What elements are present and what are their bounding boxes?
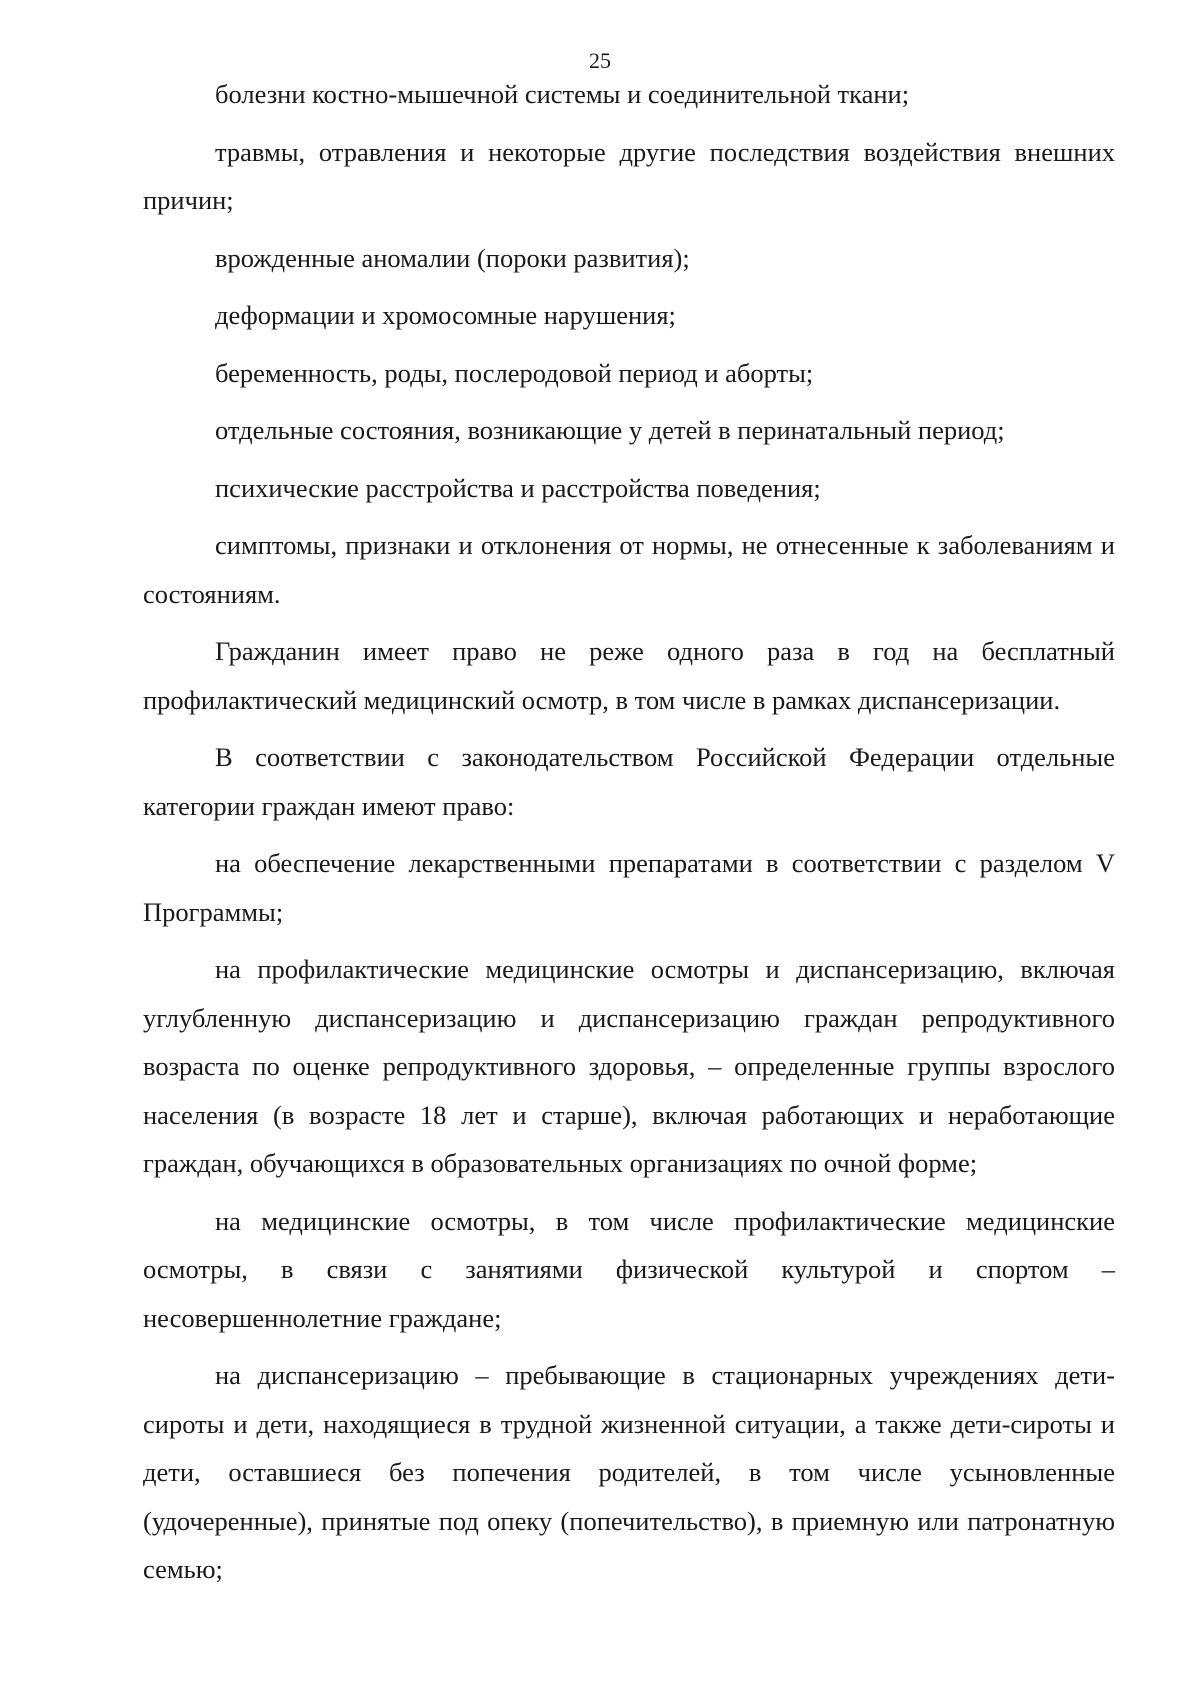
list-item-congenital: врожденные аномалии (пороки развития);: [215, 242, 690, 273]
list-item-symptoms: симптомы, признаки и отклонения от нормы, не отнесенные к заболеваниям и состояниям.: [143, 530, 1115, 609]
document-body: [143, 70, 1115, 1603]
list-item-musculoskeletal: болезни костно-мышечной системы и соединительной ткани;: [215, 79, 910, 109]
list-item-mental: психические расстройства и расстройства поведения;: [215, 472, 821, 503]
paragraph-categories-intro: В соответствии с законодательством Российской Федерации отдельные категории граждан имеют право:: [143, 742, 1115, 821]
right-dispensary-orphans: на диспансеризацию – пребывающие в стационарных учреждениях дети-сироты и дети, находящиеся в трудной жизненной ситуации, а также дети-сироты и дети, оставшиеся без попечения родителей, в том числе усыновленные (удочеренные), принятые под опеку (попечительство), в приемную или патронатную семью;: [143, 1360, 1115, 1584]
paragraph-annual-checkup: Гражданин имеет право не реже одного раза в год на бесплатный профилактический медицинский осмотр, в том числе в рамках диспансеризации.: [143, 636, 1115, 715]
list-item-injuries: травмы, отравления и некоторые другие последствия воздействия внешних причин;: [143, 136, 1115, 215]
list-item-pregnancy: беременность, роды, послеродовой период и аборты;: [215, 357, 814, 388]
right-checkups-sports: на медицинские осмотры, в том числе профилактические медицинские осмотры, в связи с занятиями физической культурой и спортом – несовершеннолетние граждане;: [143, 1205, 1115, 1333]
list-item-perinatal: отдельные состояния, возникающие у детей в перинатальный период;: [215, 415, 1005, 445]
right-medicines: на обеспечение лекарственными препаратами в соответствии с разделом V Программы;: [143, 848, 1115, 927]
right-checkups-adults: на профилактические медицинские осмотры и диспансеризацию, включая углубленную диспансеризацию и диспансеризацию граждан репродуктивного возраста по оценке репродуктивного здоровья, – определенные группы взрослого населения (в возрасте 18 лет и старше), включая работающих и неработающие граждан, обучающихся в образовательных организациях по очной форме;: [143, 954, 1115, 1178]
list-item-deformations: деформации и хромосомные нарушения;: [215, 300, 676, 330]
page-number: 25: [589, 48, 611, 73]
